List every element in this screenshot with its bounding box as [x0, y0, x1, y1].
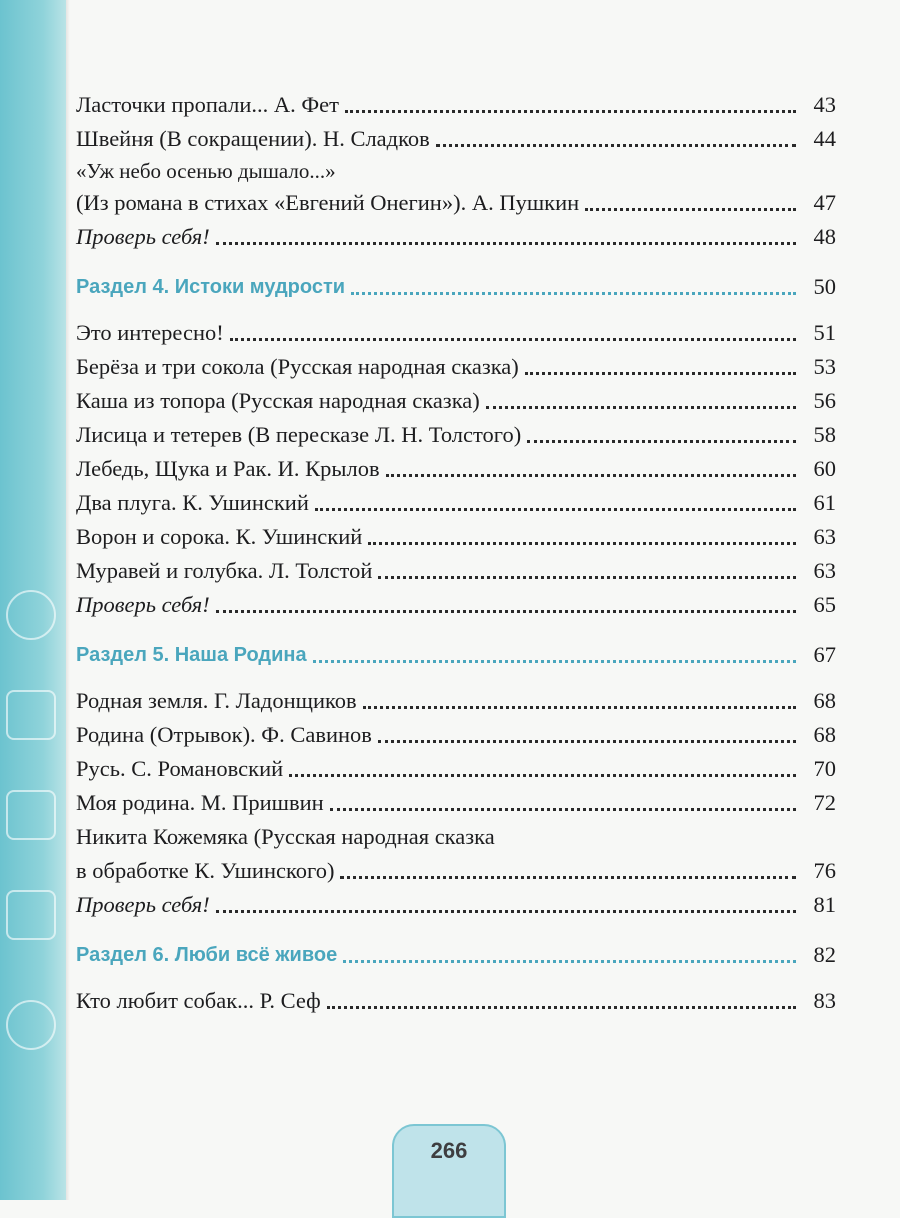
- page-number-tab: [392, 1124, 506, 1218]
- toc-entry-check-yourself[interactable]: [76, 888, 836, 922]
- toc-entry-line: [76, 854, 836, 888]
- section-title: Раздел 4. Истоки мудрости: [76, 276, 346, 298]
- table-of-contents: [76, 88, 836, 1018]
- toc-entry-title: Родина (Отрывок). Ф. Савинов: [76, 722, 372, 747]
- section-heading-6[interactable]: [76, 938, 836, 972]
- dot-leader: [368, 542, 796, 545]
- toc-entry-line: [76, 186, 836, 220]
- toc-entry-title-line2: (Из романа в стихах «Евгений Онегин»). А. Пушкин: [76, 190, 580, 215]
- toc-entry-title-line2: в обработке К. Ушинского): [76, 858, 335, 883]
- section-title: Раздел 6. Люби всё живое: [76, 944, 338, 966]
- dot-leader: [315, 508, 796, 511]
- chat-bubble-icon: [6, 690, 56, 740]
- toc-entry-title: Швейня (В сокращении). Н. Сладков: [76, 126, 430, 151]
- toc-entry-multiline[interactable]: [76, 156, 836, 220]
- page-edge-shadow: [66, 0, 70, 1200]
- section-heading-4[interactable]: [76, 270, 836, 304]
- toc-entry-title: Лебедь, Щука и Рак. И. Крылов: [76, 456, 380, 481]
- page-number: 266: [430, 1138, 468, 1163]
- toc-entry-title: Проверь себя!: [76, 592, 210, 617]
- toc-entry-page: 72: [813, 790, 836, 815]
- toc-entry-page: 48: [813, 224, 836, 249]
- toc-entry-title: Каша из топора (Русская народная сказка): [76, 388, 480, 413]
- dot-leader: [330, 808, 796, 811]
- section-page: 67: [813, 642, 836, 667]
- dot-leader: [378, 576, 796, 579]
- toc-entry-title: Родная земля. Г. Ладонщиков: [76, 688, 357, 713]
- dot-leader: [351, 292, 796, 295]
- toc-entry[interactable]: [76, 452, 836, 486]
- dot-leader: [525, 372, 796, 375]
- toc-entry-page: 68: [813, 722, 836, 747]
- toc-entry[interactable]: [76, 384, 836, 418]
- toc-entry-multiline[interactable]: [76, 820, 836, 888]
- toc-entry[interactable]: [76, 350, 836, 384]
- toc-entry-page: 76: [813, 858, 836, 883]
- toc-entry-page: 43: [813, 92, 836, 117]
- section-page: 82: [813, 942, 836, 967]
- toc-entry-title: Берёза и три сокола (Русская народная сказка): [76, 354, 519, 379]
- toc-entry[interactable]: [76, 88, 836, 122]
- laptop-icon: [6, 890, 56, 940]
- toc-entry[interactable]: [76, 122, 836, 156]
- toc-entry-title: Кто любит собак... Р. Сеф: [76, 988, 321, 1013]
- gear-icon: [6, 590, 56, 640]
- dot-leader: [216, 242, 796, 245]
- toc-entry[interactable]: [76, 554, 836, 588]
- dot-leader: [486, 406, 796, 409]
- toc-entry-title: Два плуга. К. Ушинский: [76, 490, 309, 515]
- toc-entry-page: 63: [813, 524, 836, 549]
- toc-entry-title: Муравей и голубка. Л. Толстой: [76, 558, 373, 583]
- toc-entry[interactable]: [76, 418, 836, 452]
- margin-decoration-strip: [0, 0, 66, 1200]
- dot-leader: [378, 740, 796, 743]
- toc-entry[interactable]: [76, 752, 836, 786]
- dot-leader: [436, 144, 796, 147]
- dot-leader: [340, 876, 796, 879]
- toc-entry-title: Русь. С. Романовский: [76, 756, 284, 781]
- dot-leader: [216, 610, 796, 613]
- toc-entry-page: 70: [813, 756, 836, 781]
- toc-entry-title: Моя родина. М. Пришвин: [76, 790, 324, 815]
- toc-entry-page: 61: [813, 490, 836, 515]
- dot-leader: [289, 774, 796, 777]
- toc-entry-title: Ворон и сорока. К. Ушинский: [76, 524, 363, 549]
- toc-entry-page: 58: [813, 422, 836, 447]
- toc-entry-page: 44: [813, 126, 836, 151]
- dot-leader: [216, 910, 796, 913]
- toc-entry-title-line1: «Уж небо осенью дышало...»: [76, 159, 336, 183]
- toc-entry-page: 51: [813, 320, 836, 345]
- toc-entry-check-yourself[interactable]: [76, 220, 836, 254]
- document-icon: [6, 790, 56, 840]
- toc-entry-title: Лисица и тетерев (В пересказе Л. Н. Толстого): [76, 422, 522, 447]
- dot-leader: [363, 706, 796, 709]
- toc-entry-title-line1: Никита Кожемяка (Русская народная сказка: [76, 824, 495, 849]
- dot-leader: [345, 110, 796, 113]
- toc-entry-page: 83: [813, 988, 836, 1013]
- toc-entry-title: Проверь себя!: [76, 892, 210, 917]
- toc-entry-line: [76, 820, 836, 854]
- dot-leader: [527, 440, 796, 443]
- toc-entry-page: 53: [813, 354, 836, 379]
- toc-entry-line: [76, 156, 836, 186]
- toc-entry[interactable]: [76, 316, 836, 350]
- toc-entry[interactable]: [76, 984, 836, 1018]
- toc-entry[interactable]: [76, 684, 836, 718]
- toc-entry-title: Проверь себя!: [76, 224, 210, 249]
- section-heading-5[interactable]: [76, 638, 836, 672]
- toc-entry-page: 68: [813, 688, 836, 713]
- dot-leader: [343, 960, 796, 963]
- toc-entry-page: 63: [813, 558, 836, 583]
- toc-entry[interactable]: [76, 486, 836, 520]
- toc-entry-title: Это интересно!: [76, 320, 224, 345]
- dot-leader: [313, 660, 796, 663]
- toc-entry-page: 65: [813, 592, 836, 617]
- toc-entry-page: 47: [813, 190, 836, 215]
- section-page: 50: [813, 274, 836, 299]
- toc-entry[interactable]: [76, 520, 836, 554]
- dot-leader: [230, 338, 796, 341]
- toc-entry-page: 56: [813, 388, 836, 413]
- dot-leader: [585, 208, 796, 211]
- toc-entry-page: 81: [813, 892, 836, 917]
- toc-entry[interactable]: [76, 786, 836, 820]
- toc-entry-page: 60: [813, 456, 836, 481]
- pencil-icon: [6, 1000, 56, 1050]
- toc-entry[interactable]: [76, 718, 836, 752]
- dot-leader: [386, 474, 796, 477]
- toc-entry-check-yourself[interactable]: [76, 588, 836, 622]
- dot-leader: [327, 1006, 796, 1009]
- section-title: Раздел 5. Наша Родина: [76, 644, 307, 666]
- toc-entry-title: Ласточки пропали... А. Фет: [76, 92, 339, 117]
